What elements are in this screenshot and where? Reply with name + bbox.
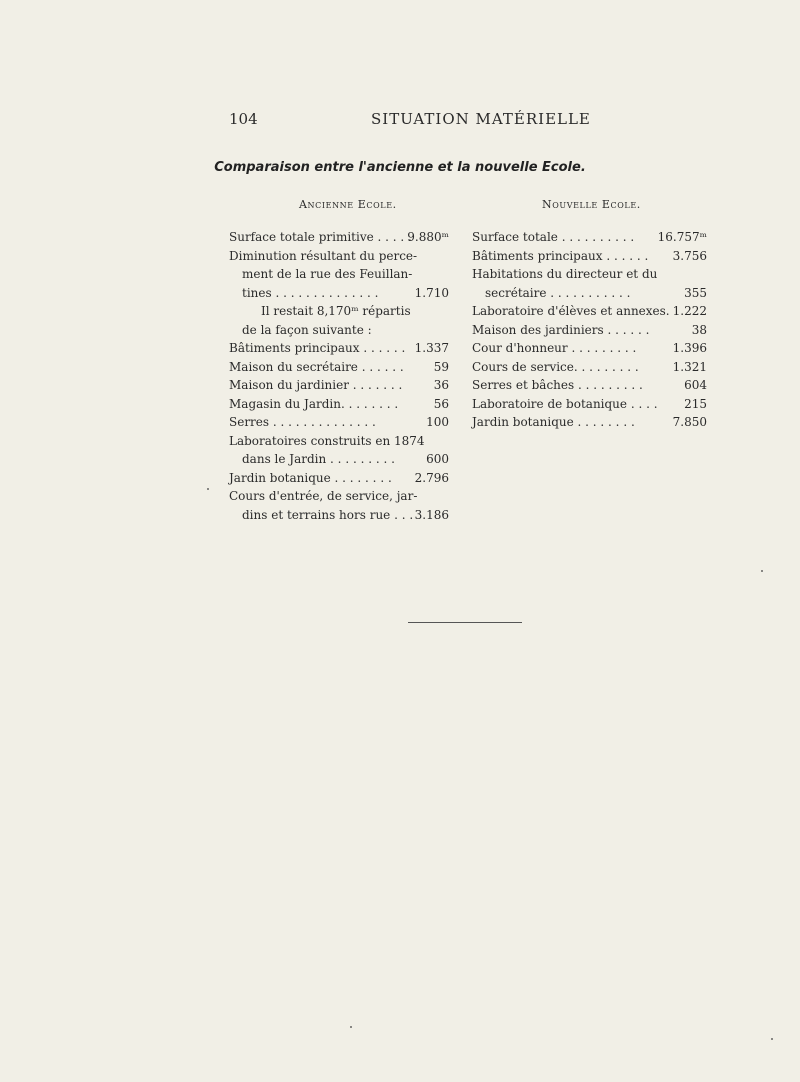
row-value: 7.850 [672, 415, 707, 429]
row-value: 38 [691, 322, 707, 337]
row-label: Il restait 8,170ᵐ répartis [261, 304, 411, 318]
running-title: SITUATION MATÉRIELLE [371, 110, 591, 128]
row-label: Laboratoire de botanique . . . . [472, 396, 658, 411]
row-value: 1.222 [672, 304, 707, 318]
table-row [229, 432, 449, 451]
table-row [229, 358, 449, 377]
row-value: 1.337 [414, 341, 449, 355]
row-label: Maison du jardinier . . . . . . . [229, 378, 403, 392]
table-row [229, 395, 449, 414]
row-label: Maison du secrétaire . . . . . . [229, 359, 404, 374]
left-column-heading: Ancienne Ecole. [299, 198, 397, 211]
row-label: Laboratoires construits en 1874 [229, 433, 425, 448]
table-row [472, 413, 707, 432]
table-row [229, 413, 449, 432]
table-row [229, 339, 449, 358]
row-label: dins et terrains hors rue . . . [242, 507, 414, 522]
table-row [229, 247, 449, 266]
row-value: 36 [433, 378, 449, 392]
paper-speck [207, 488, 209, 490]
row-label: Jardin botanique . . . . . . . . [229, 470, 392, 485]
row-value: 16.757ᵐ [657, 230, 707, 244]
row-value: 3.756 [672, 248, 707, 263]
row-label: Surface totale primitive . . . . . [229, 230, 412, 244]
table-row [472, 247, 707, 266]
table-row [472, 376, 707, 395]
section-title: Comparaison entre l'ancienne et la nouvelle Ecole. [214, 160, 586, 175]
row-value: 9.880ᵐ [407, 230, 449, 244]
row-value: 56 [433, 396, 449, 411]
table-row [229, 487, 449, 506]
table-row [472, 395, 707, 414]
row-label: dans le Jardin . . . . . . . . . [242, 452, 395, 466]
ancienne-ecole-table [229, 228, 449, 524]
table-row [229, 321, 449, 340]
row-label: secrétaire . . . . . . . . . . . [485, 285, 631, 300]
section-divider [408, 622, 522, 623]
row-label: Serres . . . . . . . . . . . . . . [229, 415, 376, 429]
table-row [472, 228, 707, 247]
table-row [229, 284, 449, 303]
row-label: Maison des jardiniers . . . . . . [472, 322, 650, 337]
table-row [229, 469, 449, 488]
row-value: 355 [684, 285, 707, 300]
row-value: 3.186 [414, 507, 449, 522]
paper-speck [771, 1038, 773, 1040]
table-row [472, 284, 707, 303]
row-label: Bâtiments principaux . . . . . . [472, 248, 649, 263]
row-label: Surface totale . . . . . . . . . . [472, 230, 635, 244]
row-value: 600 [426, 452, 449, 466]
row-value: 59 [433, 359, 449, 374]
table-row [229, 302, 449, 321]
row-value: 215 [684, 396, 707, 411]
row-value: 1.321 [672, 359, 707, 374]
row-label: Cours de service. . . . . . . . . [472, 359, 639, 374]
row-value: 2.796 [414, 470, 449, 485]
table-row [229, 376, 449, 395]
table-row [229, 506, 449, 525]
table-row [229, 265, 449, 284]
table-row [472, 302, 707, 321]
table-row [229, 450, 449, 469]
page-header [229, 108, 591, 132]
row-label: Magasin du Jardin. . . . . . . . [229, 396, 399, 411]
row-label: tines . . . . . . . . . . . . . . [242, 285, 379, 300]
row-value: 1.710 [414, 285, 449, 300]
paper-speck [761, 570, 763, 572]
row-value: 1.396 [672, 341, 707, 355]
nouvelle-ecole-table [472, 228, 707, 432]
row-label: ment de la rue des Feuillan- [242, 267, 413, 281]
right-column-heading: Nouvelle Ecole. [542, 198, 641, 211]
paper-speck [350, 1026, 352, 1028]
row-label: Habitations du directeur et du [472, 267, 658, 281]
row-label: Serres et bâches . . . . . . . . . [472, 378, 643, 392]
page-number: 104 [229, 110, 258, 128]
table-row [472, 339, 707, 358]
row-label: Diminution résultant du perce- [229, 248, 418, 263]
table-row [472, 321, 707, 340]
table-row [229, 228, 449, 247]
row-value: 100 [426, 415, 449, 429]
row-label: Cours d'entrée, de service, jar- [229, 489, 418, 503]
row-label: Laboratoire d'élèves et annexes. [472, 304, 670, 318]
row-value: 604 [684, 378, 707, 392]
table-row [472, 265, 707, 284]
row-label: Bâtiments principaux . . . . . . [229, 341, 406, 355]
row-label: Jardin botanique . . . . . . . . [472, 415, 635, 429]
row-label: Cour d'honneur . . . . . . . . . [472, 341, 637, 355]
table-row [472, 358, 707, 377]
row-label: de la façon suivante : [242, 322, 372, 337]
